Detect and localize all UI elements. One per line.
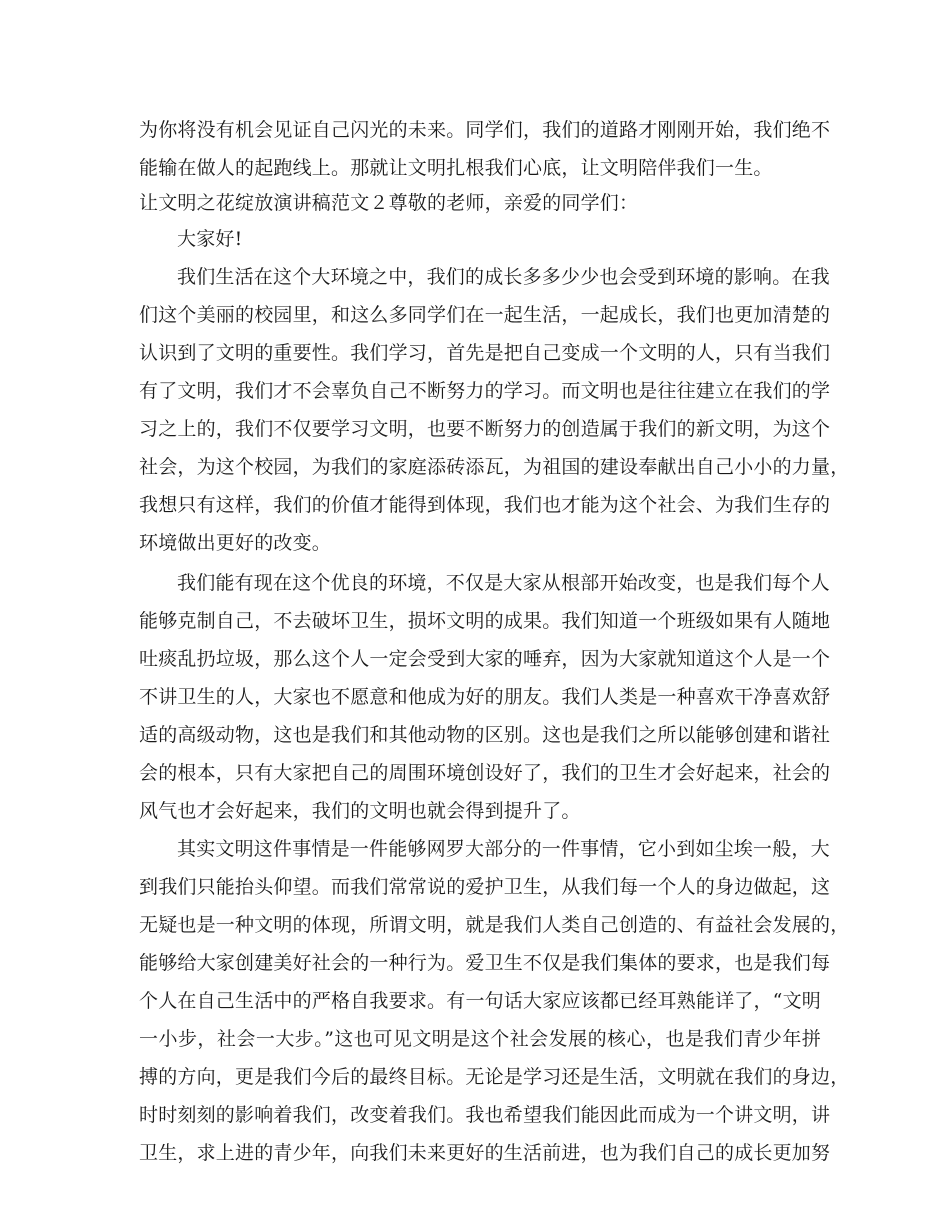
text-line: 适的高级动物，这也是我们和其他动物的区别。这也是我们之所以能够创建和谐社 bbox=[139, 724, 831, 746]
paragraph-first-line: 我们能有现在这个优良的环境，不仅是大家从根部开始改变，也是我们每个人 bbox=[177, 572, 830, 594]
text-line: 习之上的，我们不仅要学习文明，也要不断努力的创造属于我们的新文明，为这个 bbox=[139, 418, 831, 440]
text-line: 让文明之花绽放演讲稿范文２尊敬的老师，亲爱的同学们： bbox=[139, 192, 639, 214]
text-line: 搏的方向，更是我们今后的最终目标。无论是学习还是生活，文明就在我们的身边， bbox=[139, 1066, 850, 1088]
greeting: 大家好! bbox=[177, 228, 243, 250]
paragraph-first-line: 其实文明这件事情是一件能够网罗大部分的一件事情，它小到如尘埃一般，大 bbox=[177, 838, 830, 860]
text-line: 能输在做人的起跑线上。那就让文明扎根我们心底，让文明陪伴我们一生。 bbox=[139, 157, 773, 179]
text-line: 卫生，求上进的青少年，向我们未来更好的生活前进，也为我们自己的成长更加努 bbox=[139, 1142, 831, 1164]
text-line: 认识到了文明的重要性。我们学习，首先是把自己变成一个文明的人，只有当我们 bbox=[139, 342, 831, 364]
text-line: 有了文明，我们才不会辜负自己不断努力的学习。而文明也是往往建立在我们的学 bbox=[139, 380, 831, 402]
text-line: 会的根本，只有大家把自己的周围环境创设好了，我们的卫生才会好起来，社会的 bbox=[139, 762, 831, 784]
text-line: 一小步，社会一大步。”这也可见文明是这个社会发展的核心，也是我们青少年拼 bbox=[139, 1028, 821, 1050]
text-line: 到我们只能抬头仰望。而我们常常说的爱护卫生，从我们每一个人的身边做起，这 bbox=[139, 876, 831, 898]
text-line: 环境做出更好的改变。 bbox=[139, 532, 332, 554]
text-line: 能够给大家创建美好社会的一种行为。爱卫生不仅是我们集体的要求，也是我们每 bbox=[139, 952, 831, 974]
text-line: 能够克制自己，不去破坏卫生，损坏文明的成果。我们知道一个班级如果有人随地 bbox=[139, 610, 831, 632]
text-line: 无疑也是一种文明的体现，所谓文明，就是我们人类自己创造的、有益社会发展的， bbox=[139, 914, 850, 936]
text-line: 们这个美丽的校园里，和这么多同学们在一起生活，一起成长，我们也更加清楚的 bbox=[139, 304, 831, 326]
text-line: 时时刻刻的影响着我们，改变着我们。我也希望我们能因此而成为一个讲文明，讲 bbox=[139, 1104, 831, 1126]
text-line: 风气也才会好起来，我们的文明也就会得到提升了。 bbox=[139, 800, 581, 822]
text-line: 社会，为这个校园，为我们的家庭添砖添瓦，为祖国的建设奉献出自己小小的力量， bbox=[139, 456, 850, 478]
paragraph-first-line: 我们生活在这个大环境之中，我们的成长多多少少也会受到环境的影响。在我 bbox=[177, 266, 830, 288]
text-line: 吐痰乱扔垃圾，那么这个人一定会受到大家的唾弃，因为大家就知道这个人是一个 bbox=[139, 648, 831, 670]
text-line: 不讲卫生的人，大家也不愿意和他成为好的朋友。我们人类是一种喜欢干净喜欢舒 bbox=[139, 686, 831, 708]
text-line: 个人在自己生活中的严格自我要求。有一句话大家应该都已经耳熟能详了，“文明 bbox=[139, 990, 821, 1012]
text-line: 为你将没有机会见证自己闪光的未来。同学们，我们的道路才刚刚开始，我们绝不 bbox=[139, 119, 831, 141]
text-line: 我想只有这样，我们的价值才能得到体现，我们也才能为这个社会、为我们生存的 bbox=[139, 494, 831, 516]
